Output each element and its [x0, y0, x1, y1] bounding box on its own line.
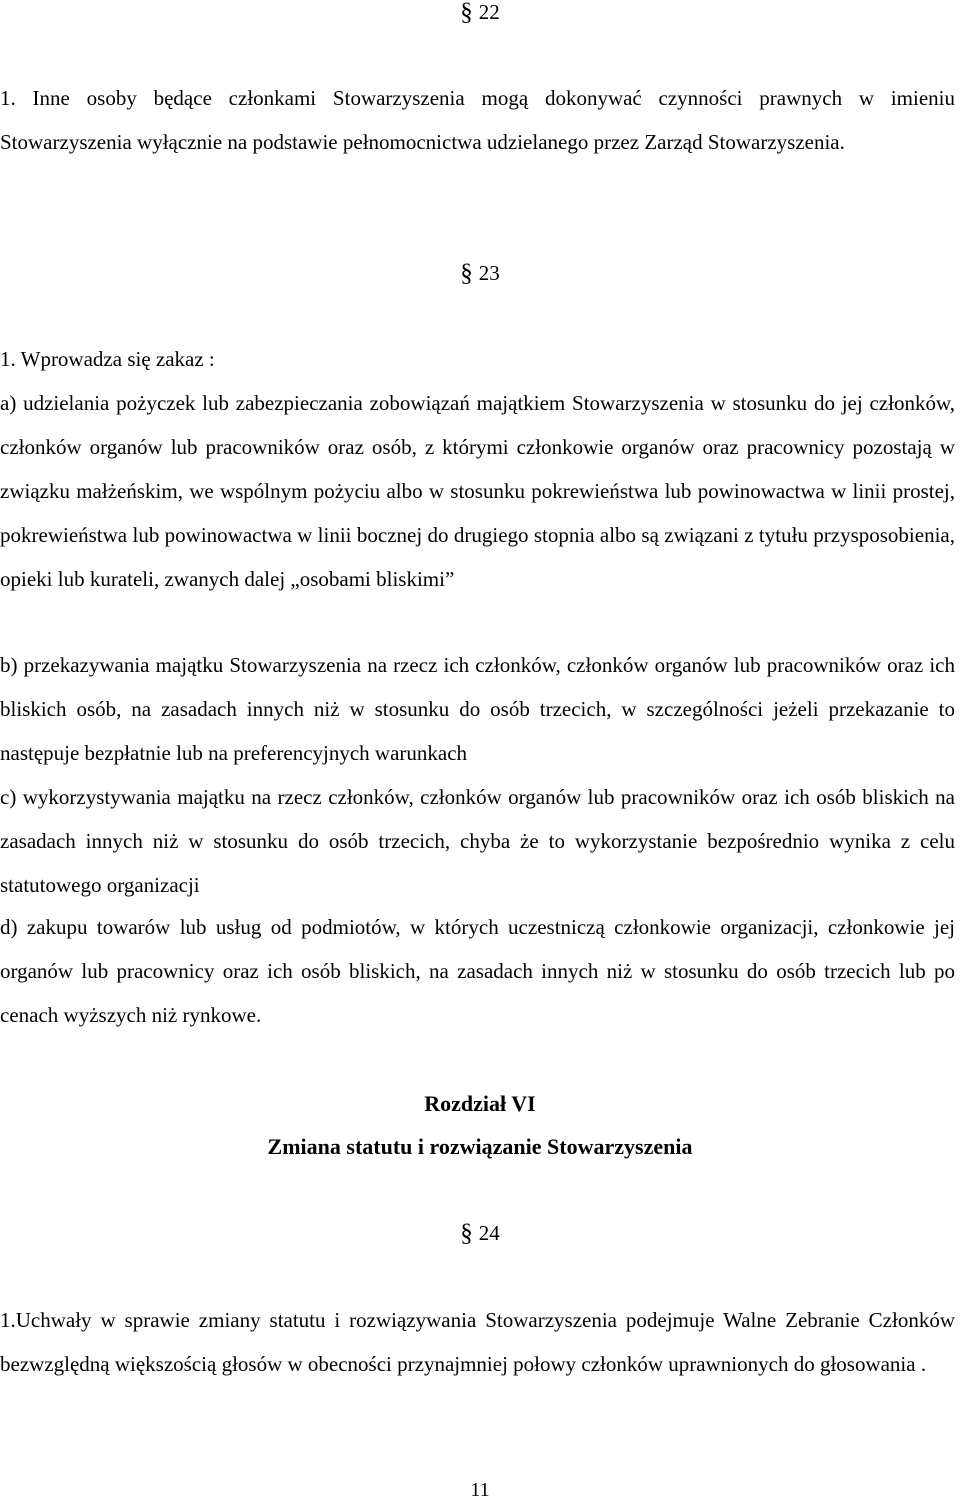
section-22-paragraph-1: 1. Inne osoby będące członkami Stowarzyszenia mogą dokonywać czynności prawnych w imieniu Stowarzyszenia wyłącznie na podstawie pełnomocnictwa udzielanego przez Zarząd Stowarzyszenia.	[0, 86, 955, 154]
section-23-item-a: a) udzielania pożyczek lub zabezpieczania zobowiązań majątkiem Stowarzyszenia w stosunku do jej członków, członków organów lub pracowników oraz osób, z którymi członkowie organów oraz pracownicy pozostają w związku małżeńskim, we wspólnym pożyciu albo w stosunku pokrewieństwa lub powinowactwa w linii prostej, pokrewieństwa lub powinowactwa w linii bocznej do drugiego stopnia albo są związani z tytułu przysposobienia, opieki lub kurateli, zwanych dalej „osobami bliskimi”	[0, 391, 955, 591]
section-symbol: §	[460, 260, 473, 287]
section-23-item-c: c) wykorzystywania majątku na rzecz członków, członków organów lub pracowników oraz ich osób bliskich na zasadach innych niż w stosunku do osób trzecich, chyba że to wykorzystanie bezpośrednio wynika z celu statutowego organizacji	[0, 785, 955, 897]
section-symbol: §	[460, 1220, 473, 1247]
chapter-number: Rozdział VI	[424, 1091, 536, 1116]
section-23-intro: 1. Wprowadza się zakaz :	[0, 347, 215, 371]
section-23-item-d: d) zakupu towarów lub usług od podmiotów, w których uczestniczą członkowie organizacji, członkowie jej organów lub pracownicy oraz ich osób bliskich, na zasadach innych niż w stosunku do osób trzecich lub po cenach wyższych niż rynkowe.	[0, 915, 955, 1027]
section-heading-23	[0, 261, 960, 286]
section-number: 24	[478, 1221, 500, 1245]
section-number: 22	[478, 0, 500, 24]
page-number: 11	[470, 1479, 490, 1501]
section-heading-24	[0, 1221, 960, 1246]
chapter-title: Zmiana statutu i rozwiązanie Stowarzyszenia	[267, 1134, 693, 1159]
section-24-paragraph-1: 1.Uchwały w sprawie zmiany statutu i rozwiązywania Stowarzyszenia podejmuje Walne Zebranie Członków bezwzględną większością głosów w obecności przynajmniej połowy członków uprawnionych do głosowania .	[0, 1308, 955, 1376]
section-heading-22	[0, 0, 960, 25]
section-23-item-b: b) przekazywania majątku Stowarzyszenia na rzecz ich członków, członków organów lub pracowników oraz ich bliskich osób, na zasadach innych niż w stosunku do osób trzecich, w szczególności jeżeli przekazanie to następuje bezpłatnie lub na preferencyjnych warunkach	[0, 653, 955, 765]
section-number: 23	[478, 261, 500, 285]
section-symbol: §	[460, 0, 473, 26]
